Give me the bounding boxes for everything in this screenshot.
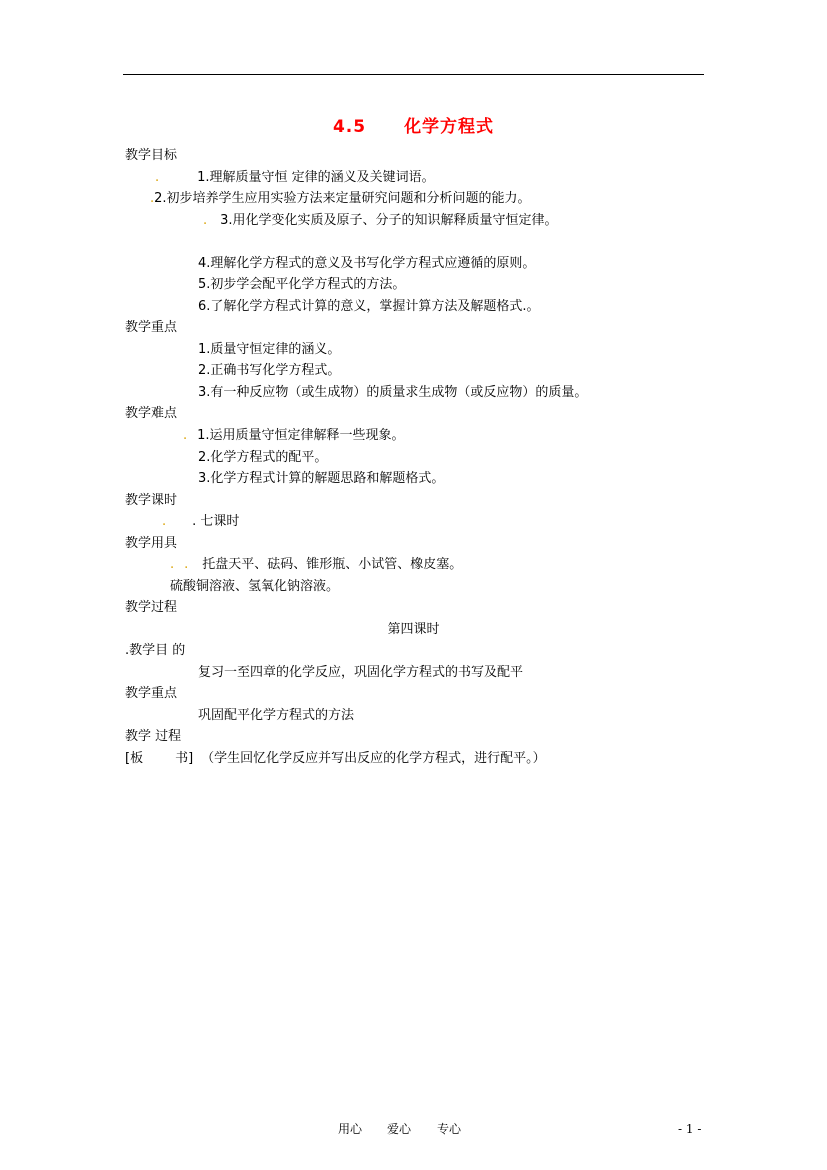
tools-heading: 教学用具 xyxy=(125,536,178,551)
list-item: .2.初步培养学生应用实验方法来定量研究问题和分析问题的能力。 xyxy=(150,191,531,206)
list-item: 3.化学方程式计算的解题思路和解题格式。 xyxy=(198,471,445,486)
hours-value: . . 七课时 xyxy=(162,514,240,529)
list-item: 2.化学方程式的配平。 xyxy=(198,450,328,465)
board-line: [板 书] （学生回忆化学反应并写出反应的化学方程式，进行配平。） xyxy=(125,751,546,766)
lesson-goal-text: 复习一至四章的化学反应，巩固化学方程式的书写及配平 xyxy=(198,665,524,680)
title-text: 化学方程式 xyxy=(404,117,495,137)
footer-item: 爱心 xyxy=(387,1122,412,1136)
dot-mark: . xyxy=(162,514,167,529)
page-title xyxy=(0,112,827,137)
page-number: - 1 - xyxy=(678,1122,702,1136)
footer-item: 专心 xyxy=(437,1122,462,1136)
header-rule xyxy=(123,74,704,75)
list-item: 1.质量守恒定律的涵义。 xyxy=(198,342,341,357)
list-item: . 1.运用质量守恒定律解释一些现象。 xyxy=(183,428,405,443)
dot-mark: . xyxy=(183,428,188,443)
process-heading: 教学过程 xyxy=(125,600,178,615)
title-number: 4.5 xyxy=(332,117,367,137)
list-item: . 1.理解质量守恒 定律的涵义及关键词语。 xyxy=(155,170,435,185)
dot-mark: . xyxy=(203,213,208,228)
dot-mark: . xyxy=(155,170,160,185)
goals-heading: 教学目标 xyxy=(125,148,178,163)
list-item: 3.有一种反应物（或生成物）的质量求生成物（或反应物）的质量。 xyxy=(198,385,588,400)
key-points-heading: 教学重点 xyxy=(125,320,178,335)
hours-heading: 教学课时 xyxy=(125,493,178,508)
difficulties-heading: 教学难点 xyxy=(125,406,178,421)
dot-mark: . xyxy=(170,557,175,572)
tools-line-1: . . 托盘天平、砝码、锥形瓶、小试管、橡皮塞。 xyxy=(170,557,463,572)
list-item: 2.正确书写化学方程式。 xyxy=(198,363,341,378)
list-item: 6.了解化学方程式计算的意义，掌握计算方法及解题格式.。 xyxy=(198,299,540,314)
lesson-process-heading: 教学 过程 xyxy=(125,729,182,744)
lesson-key-text: 巩固配平化学方程式的方法 xyxy=(198,708,355,723)
footer-item: 用心 xyxy=(338,1122,363,1136)
list-item: 4.理解化学方程式的意义及书写化学方程式应遵循的原则。 xyxy=(198,256,536,271)
tools-line-2: 硫酸铜溶液、氢氧化钠溶液。 xyxy=(170,579,340,594)
list-item: 5.初步学会配平化学方程式的方法。 xyxy=(198,277,406,292)
dot-mark: . xyxy=(150,191,155,206)
lesson-key-heading: 教学重点 xyxy=(125,686,178,701)
list-item: . 3.用化学变化实质及原子、分子的知识解释质量守恒定律。 xyxy=(203,213,558,228)
lesson-title: 第四课时 xyxy=(387,622,440,637)
lesson-goal-heading: .教学目 的 xyxy=(125,643,186,658)
